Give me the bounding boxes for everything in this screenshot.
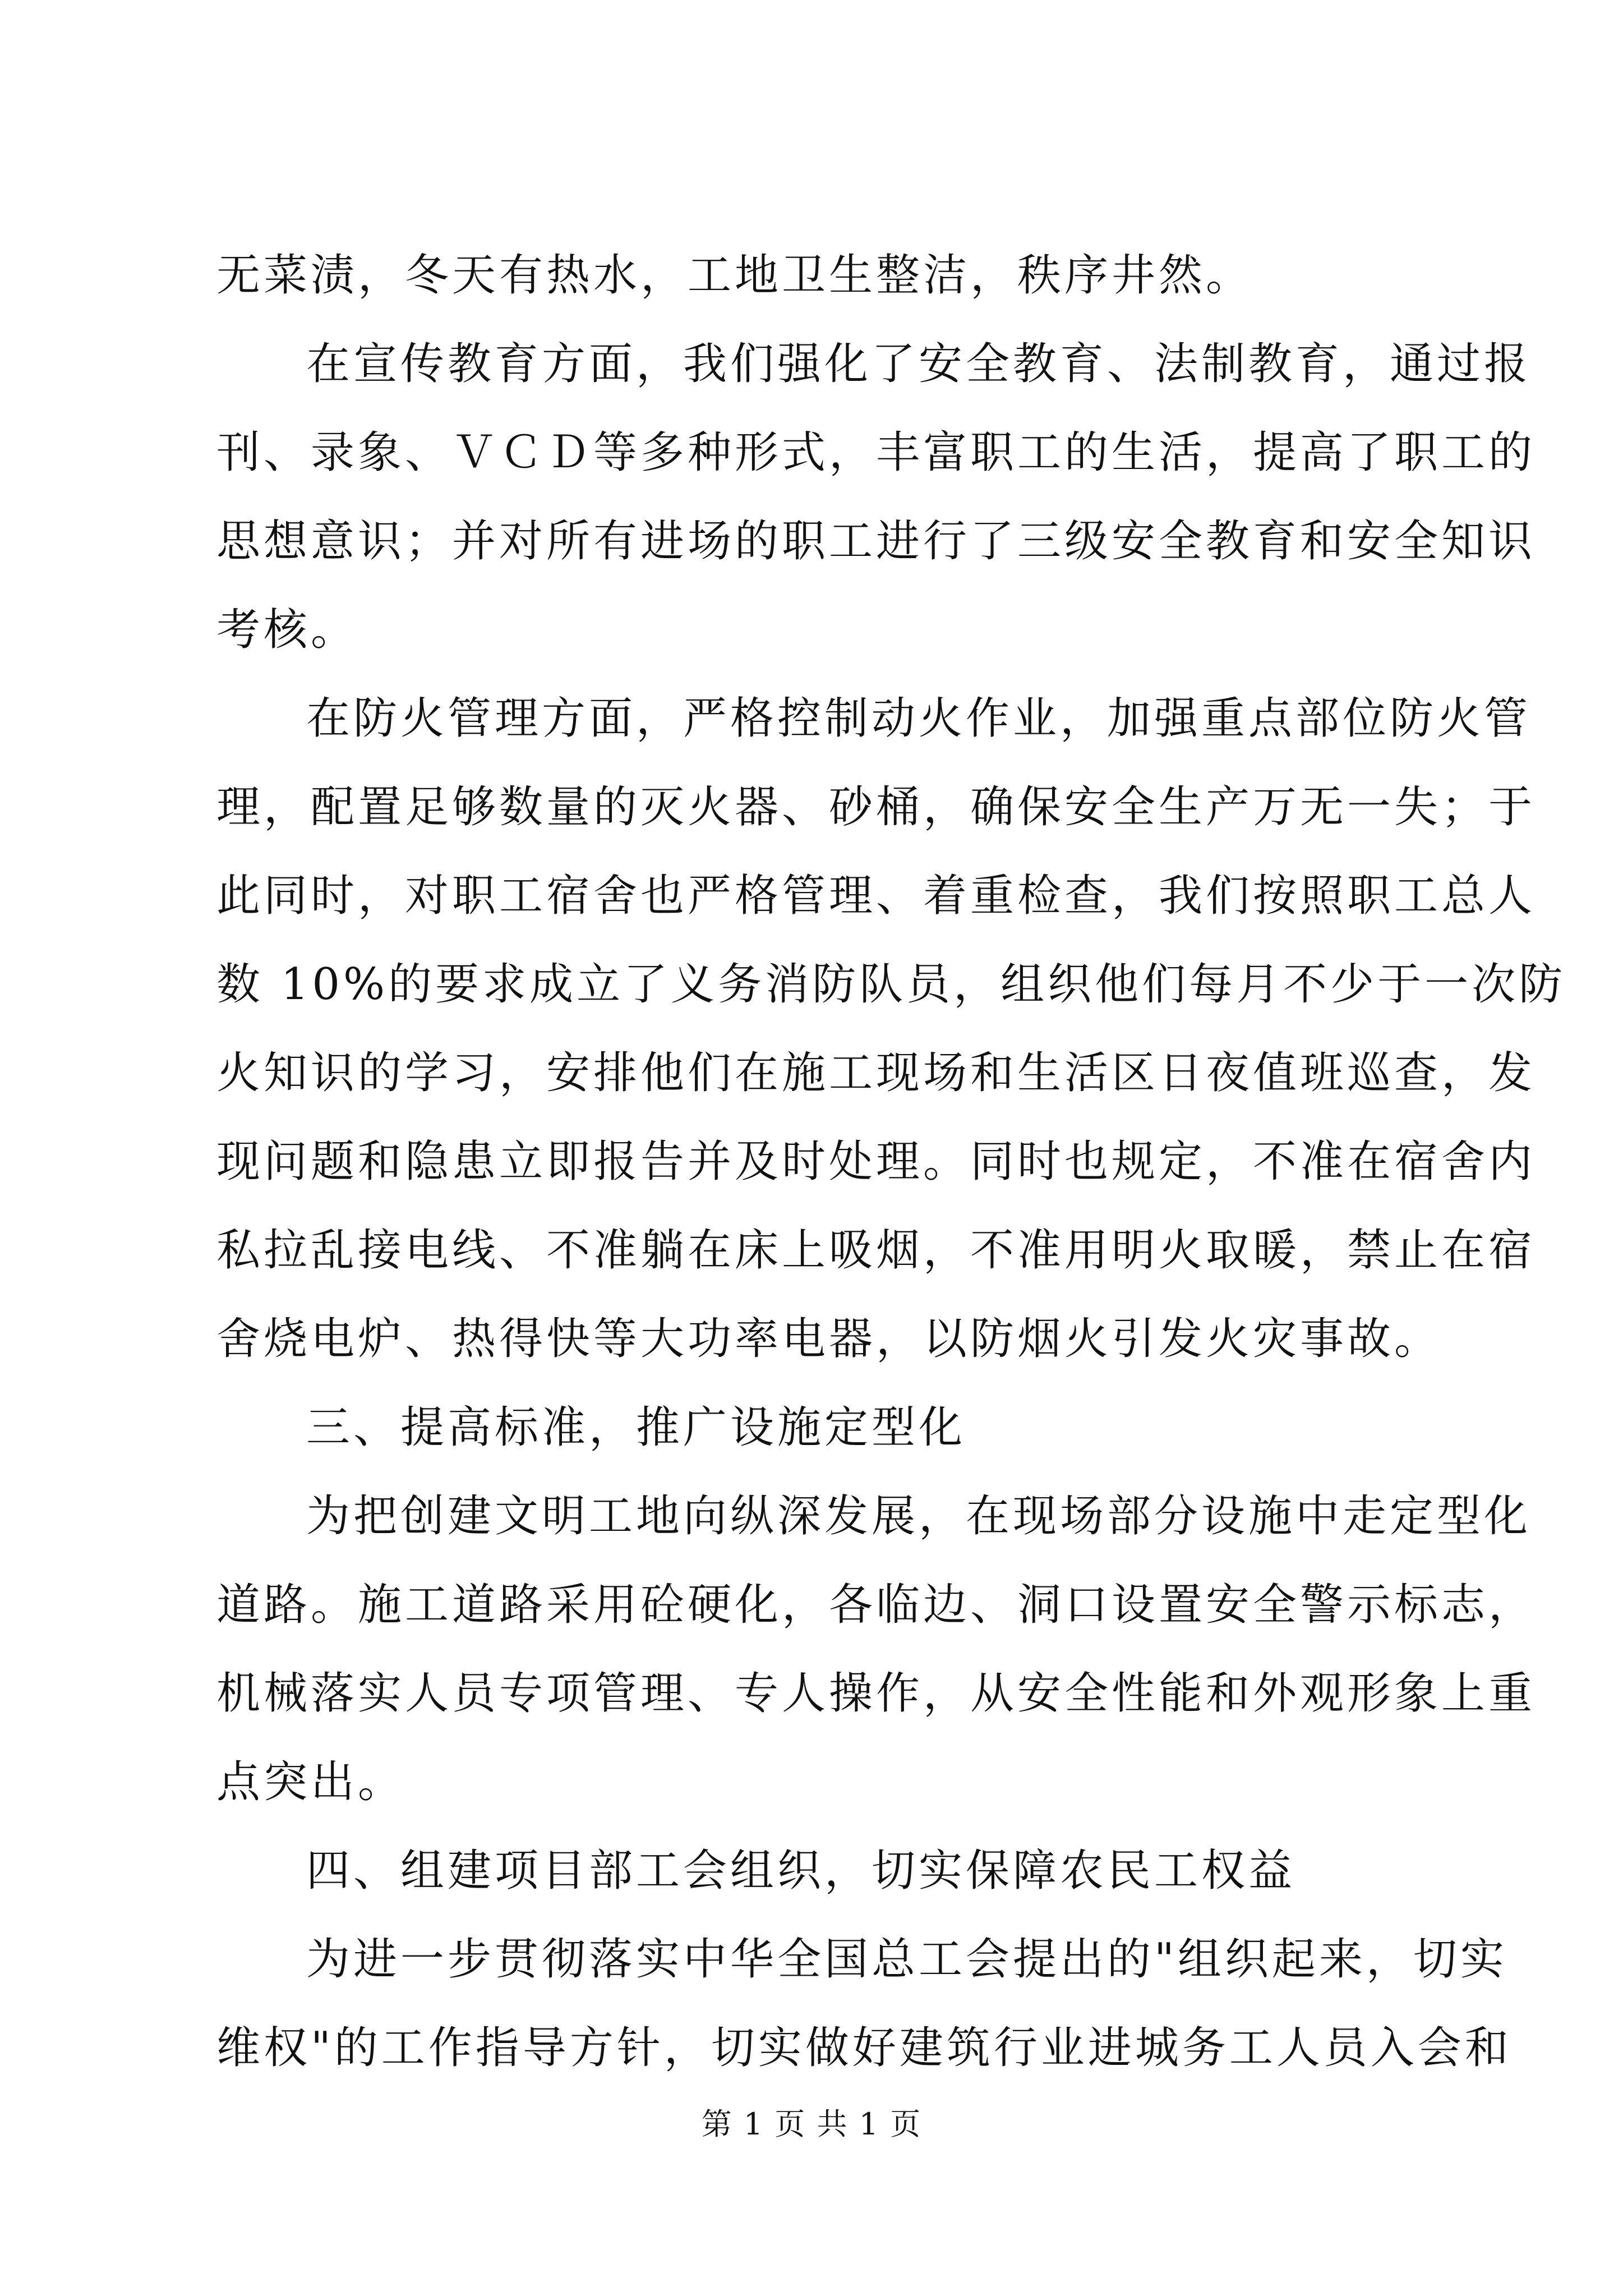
page-footer: 第 1 页 共 1 页 [701,2106,922,2142]
section-heading: 四、组建项目部工会组织，切实保障农民工权益 [306,1846,1296,1896]
text-line: 现问题和隐患立即报告并及时处理。同时也规定，不准在宿舍内 [216,1137,1536,1187]
text-line: 私拉乱接电线、不准躺在床上吸烟，不准用明火取暖，禁止在宿 [216,1225,1536,1276]
text-line: 道路。施工道路采用砼硬化，各临边、洞口设置安全警示标志， [216,1580,1536,1630]
text-line: 此同时，对职工宿舍也严格管理、着重检查，我们按照职工总人 [216,871,1536,921]
body-text [216,231,1566,2092]
text-line: 理，配置足够数量的灭火器、砂桶，确保安全生产万无一失；于 [216,782,1536,832]
text-line: 为进一步贯彻落实中华全国总工会提出的"组织起来，切实 [306,1934,1507,1985]
text-line: 火知识的学习，安排他们在施工现场和生活区日夜值班巡查，发 [216,1048,1536,1098]
text-line: 维权"的工作指导方针，切实做好建筑行业进城务工人员入会和 [216,2023,1512,2073]
text-line: 在宣传教育方面，我们强化了安全教育、法制教育，通过报 [306,339,1532,389]
text-line: 刊、录象、ＶＣＤ等多种形式，丰富职工的生活，提高了职工的 [216,427,1536,478]
section-heading: 三、提高标准，推广设施定型化 [306,1402,966,1453]
text-line: 思想意识；并对所有进场的职工进行了三级安全教育和安全知识 [216,516,1536,567]
text-line: 机械落实人员专项管理、专人操作，从安全性能和外观形象上重 [216,1668,1536,1719]
text-line: 考核。 [216,605,358,655]
text-line: 在防火管理方面，严格控制动火作业，加强重点部位防火管 [306,693,1532,744]
text-line: 数 10%的要求成立了义务消防队员，组织他们每月不少于一次防 [216,959,1566,1010]
text-line: 点突出。 [216,1757,405,1807]
text-line: 为把创建文明工地向纵深发展，在现场部分设施中走定型化 [306,1491,1532,1542]
text-line: 无菜渍，冬天有热水，工地卫生整洁，秩序井然。 [216,250,1253,301]
text-line: 舍烧电炉、热得快等大功率电器，以防烟火引发火灾事故。 [216,1314,1442,1364]
